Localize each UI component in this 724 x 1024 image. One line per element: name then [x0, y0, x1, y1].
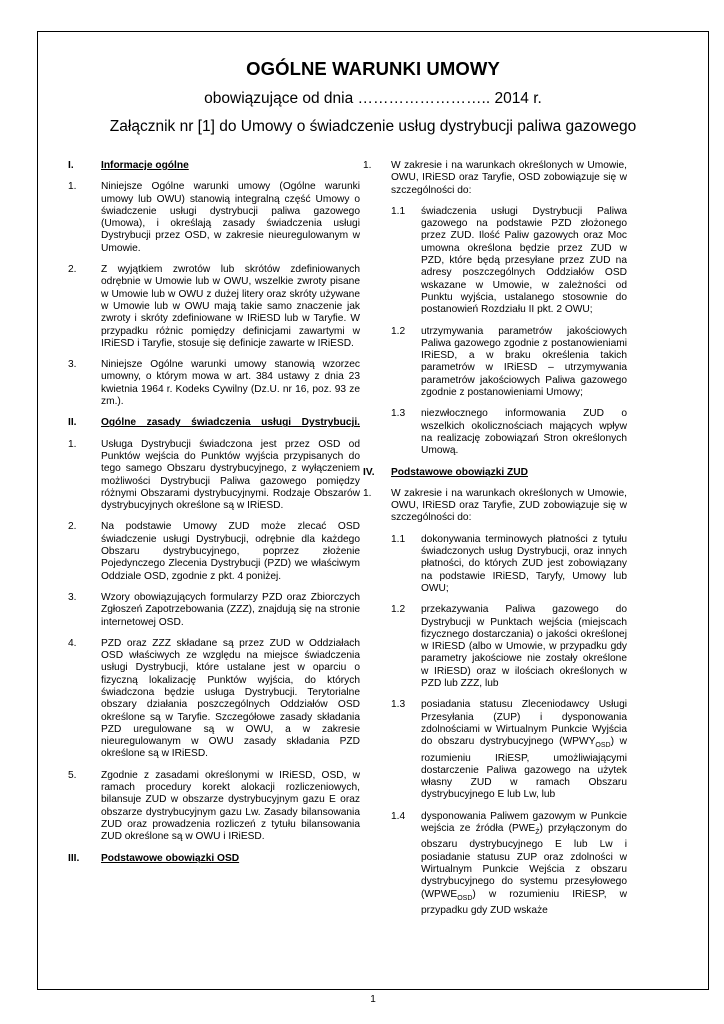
item-text: Zgodnie z zasadami określonymi w IRiESD, OSD, w ramach procedury korekt alokacji rozliczeniowych, bilansuje ZUD w obszarze dystrybucyjnym gazu E oraz obszarze dystrybucyjnym gazu Lw. Zasady bilansowania ZUD oraz prowadzenia rozliczeń z tytułu bilansowania ZUD określone są w OWU i IRiESD.	[101, 769, 360, 843]
text-segment: ) przyłączonym do obszaru dystrybucyjnego E lub Lw i posiadanie statusu ZUP oraz zdolności w Wirtualnym Punkcie Wejścia z obszaru dystrybucyjnego do systemu przesyłowego (WPWE	[421, 822, 627, 900]
item-number: 1.	[68, 438, 77, 450]
sub-item	[363, 699, 627, 801]
section-title: Podstawowe obowiązki ZUD	[391, 466, 528, 478]
sub-item-text: przekazywania Paliwa gazowego do Dystrybucji w Punktach wejścia (miejscach fizycznego dostarczania) o jakości określonej w IRiESD (albo w Umowie, w przypadku gdy parametry jakościowe nie zostały określone w IRiESD) oraz w ilościach określonych w PZD lub ZZZ, lub	[421, 604, 627, 689]
section-heading	[68, 160, 360, 172]
item-text: Na podstawie Umowy ZUD może zlecać OSD świadczenie usługi Dystrybucji, odrębnie dla każdego Obszaru dystrybucyjnego, poprzez złożenie Pojedynczego Zlecenia Dystrybucji (PZD) we właściwym Oddziale OSD, zgodnie z pkt. 4 poniżej.	[101, 521, 360, 582]
subscript: Ź	[535, 829, 540, 837]
annex-heading: Załącznik nr [1] do Umowy o świadczenie usług dystrybucji paliwa gazowego	[109, 118, 637, 135]
item-number: 3.	[68, 591, 77, 603]
section-title: Podstawowe obowiązki OSD	[101, 852, 240, 864]
section-heading	[68, 852, 360, 865]
item-number: 2.	[68, 521, 77, 533]
text-segment: ) w rozumieniu IRiESP, w przypadku gdy ZUD wskaże	[421, 888, 627, 916]
list-item	[68, 637, 360, 761]
text-segment: posiadania statusu Zleceniodawcy Usługi Przesyłania (ZUP) i dysponowania zdolnościami w Wirtualnym Punkcie Wyjścia do obszaru dystrybucyjnego (WPWY	[421, 699, 627, 748]
section-number: III.	[68, 852, 80, 864]
subscript: OSD	[457, 894, 473, 902]
section-title: Informacje ogólne	[101, 160, 189, 171]
section-heading	[68, 417, 360, 429]
section-number: IV.	[363, 466, 375, 478]
sub-item	[363, 408, 627, 457]
item-text: W zakresie i na warunkach określonych w Umowie, OWU, IRiESD oraz Taryfie, ZUD zobowiązuje się w szczególności do:	[391, 487, 627, 524]
sub-item	[363, 534, 627, 595]
sub-item-number: 1.3	[391, 408, 406, 420]
sub-item-number: 1.2	[391, 325, 406, 337]
text-segment: ) w rozumieniu IRiESP, umożliwiającymi dostarczenie Paliwa gazowego na użytek własny ZUD w ramach Obszaru dystrybucyjnego E lub Lw, lub	[421, 736, 627, 801]
page-number: 1	[370, 994, 376, 1005]
text-segment: dysponowania Paliwem gazowym w Punkcie wejścia ze źródła (PWE	[421, 810, 627, 834]
item-text: Usługa Dystrybucji świadczona jest przez OSD od Punktów wejścia do Punktów wyjścia przypisanych do tego samego Obszaru dystrybucyjnego, z wyłączeniem możliwości Dystrybucji Paliwa gazowego pomiędzy różnymi Obszarami dystrybucyjnymi. Rodzaje Obszarów dystrybucyjnych określone są w IRiESD.	[101, 438, 360, 512]
list-item	[68, 591, 360, 629]
sub-item-number: 1.1	[391, 205, 406, 217]
section-title: Ogólne zasady świadczenia usługi Dystrybucji.	[101, 417, 360, 429]
sub-item-text	[421, 811, 627, 917]
subscript: OSD	[595, 742, 611, 750]
sub-item-text: dokonywania terminowych płatności z tytułu świadczonych usług Dystrybucji, oraz innych płatności, do których ZUD jest zobowiązany na podstawie IRiESD, Taryfy, Umowy lub OWU;	[421, 533, 627, 594]
list-item	[68, 264, 360, 350]
sub-item	[363, 206, 627, 317]
section-number: II.	[68, 417, 77, 429]
sub-item-number: 1.3	[391, 699, 406, 711]
sub-item	[363, 326, 627, 400]
item-text: W zakresie i na warunkach określonych w Umowie, OWU, IRiESD oraz Taryfie, OSD zobowiązuje się w szczególności do:	[391, 160, 627, 196]
sub-item-text	[421, 699, 627, 801]
item-number: 4.	[68, 637, 77, 649]
left-column	[68, 160, 360, 874]
item-number: 2.	[68, 264, 77, 276]
sub-item-text: niezwłocznego informowania ZUD o wszelkich okolicznościach mających wpływ na realizację zobowiązań Stron określonych Umową.	[421, 408, 627, 457]
list-item	[68, 181, 360, 255]
right-column	[363, 160, 627, 926]
item-number: 1.	[363, 160, 372, 171]
sub-item-number: 1.2	[391, 604, 406, 616]
item-number: 1.	[363, 487, 372, 499]
item-text: Z wyjątkiem zwrotów lub skrótów zdefiniowanych odrębnie w Umowie lub w OWU, wszelkie zwroty pisane w Umowie lub w OWU z dużej litery oraz skróty używane w Umowie lub w OWU mają takie samo znaczenie jak zwroty i skróty zdefiniowane w IRiESD lub w Taryfie. W przypadku różnic pomiędzy definicjami zawartymi w IRiESD i Taryfie, stosuje się definicje zawarte w IRiESD.	[101, 264, 360, 349]
section-number: I.	[68, 160, 74, 171]
document-subtitle: obowiązujące od dnia …………………….. 2014 r.	[204, 90, 542, 107]
list-item	[363, 488, 627, 525]
item-text: Niniejsze Ogólne warunki umowy stanowią wzorzec umowny, o którym mowa w art. 384 ustawy z dnia 23 kwietnia 1964 r. Kodeks Cywilny (Dz.U. nr 16, poz. 93 ze zm.).	[101, 359, 360, 408]
list-item	[363, 160, 627, 197]
section-heading	[363, 467, 627, 479]
list-item	[68, 438, 360, 513]
item-text: Wzory obowiązujących formularzy PZD oraz Zbiorczych Zgłoszeń Zapotrzebowania (ZZZ), znajdują się na stronie internetowej OSD.	[101, 591, 360, 628]
document-title: OGÓLNE WARUNKI UMOWY	[246, 58, 500, 79]
list-item	[68, 521, 360, 582]
sub-item	[363, 811, 627, 917]
sub-item-number: 1.4	[391, 810, 406, 822]
item-text: PZD oraz ZZZ składane są przez ZUD w Oddziałach OSD właściwych ze względu na miejsce świadczenia usługi Dystrybucji, które ustalane jest w oparciu o fizyczną lokalizację Punktów wyjścia, do których świadczona będzie usługa Dystrybucji. Terytorialne obszary działania poszczególnych Oddziałów OSD określone są w Taryfie. Szczegółowe zasady składania PZD uregulowane są w OWU, a w zakresie nieuregulowanym w OWU zasady składania PZD określone są w IRiESD.	[101, 637, 360, 760]
item-text: Niniejsze Ogólne warunki umowy (Ogólne warunki umowy lub OWU) stanowią integralną część Umowy o świadczenie usługi dystrybucji paliwa gazowego (Umowa), i określają zasady świadczenia usługi Dystrybucji przez OSD, w zakresie nieuregulowanym w Umowie.	[101, 181, 360, 254]
sub-item-text: utrzymywania parametrów jakościowych Paliwa gazowego zgodnie z postanowieniami IRiESD, a w braku określenia takich parametrów w IRiESD – utrzymywania parametrów jakościowych Paliwa gazowego zgodnie z postanowieniami Umowy;	[421, 325, 627, 399]
sub-item-text: świadczenia usługi Dystrybucji Paliwa gazowego na podstawie PZD złożonego przez ZUD. Ilość Paliw gazowych oraz Moc umowna określona będzie przez ZUD w PZD, które będą przesyłane przez ZUD na adresy poszczególnych Oddziałów OSD wskazane w Umowie, w zależności od Punktu wyjścia, ustalanego stosownie do postanowień Rozdziału II pkt. 2 OWU;	[421, 205, 627, 316]
list-item	[68, 769, 360, 844]
sub-item-number: 1.1	[391, 533, 406, 545]
item-number: 5.	[68, 769, 77, 781]
sub-item	[363, 604, 627, 690]
item-number: 3.	[68, 359, 77, 371]
item-number: 1.	[68, 181, 77, 193]
list-item	[68, 359, 360, 408]
